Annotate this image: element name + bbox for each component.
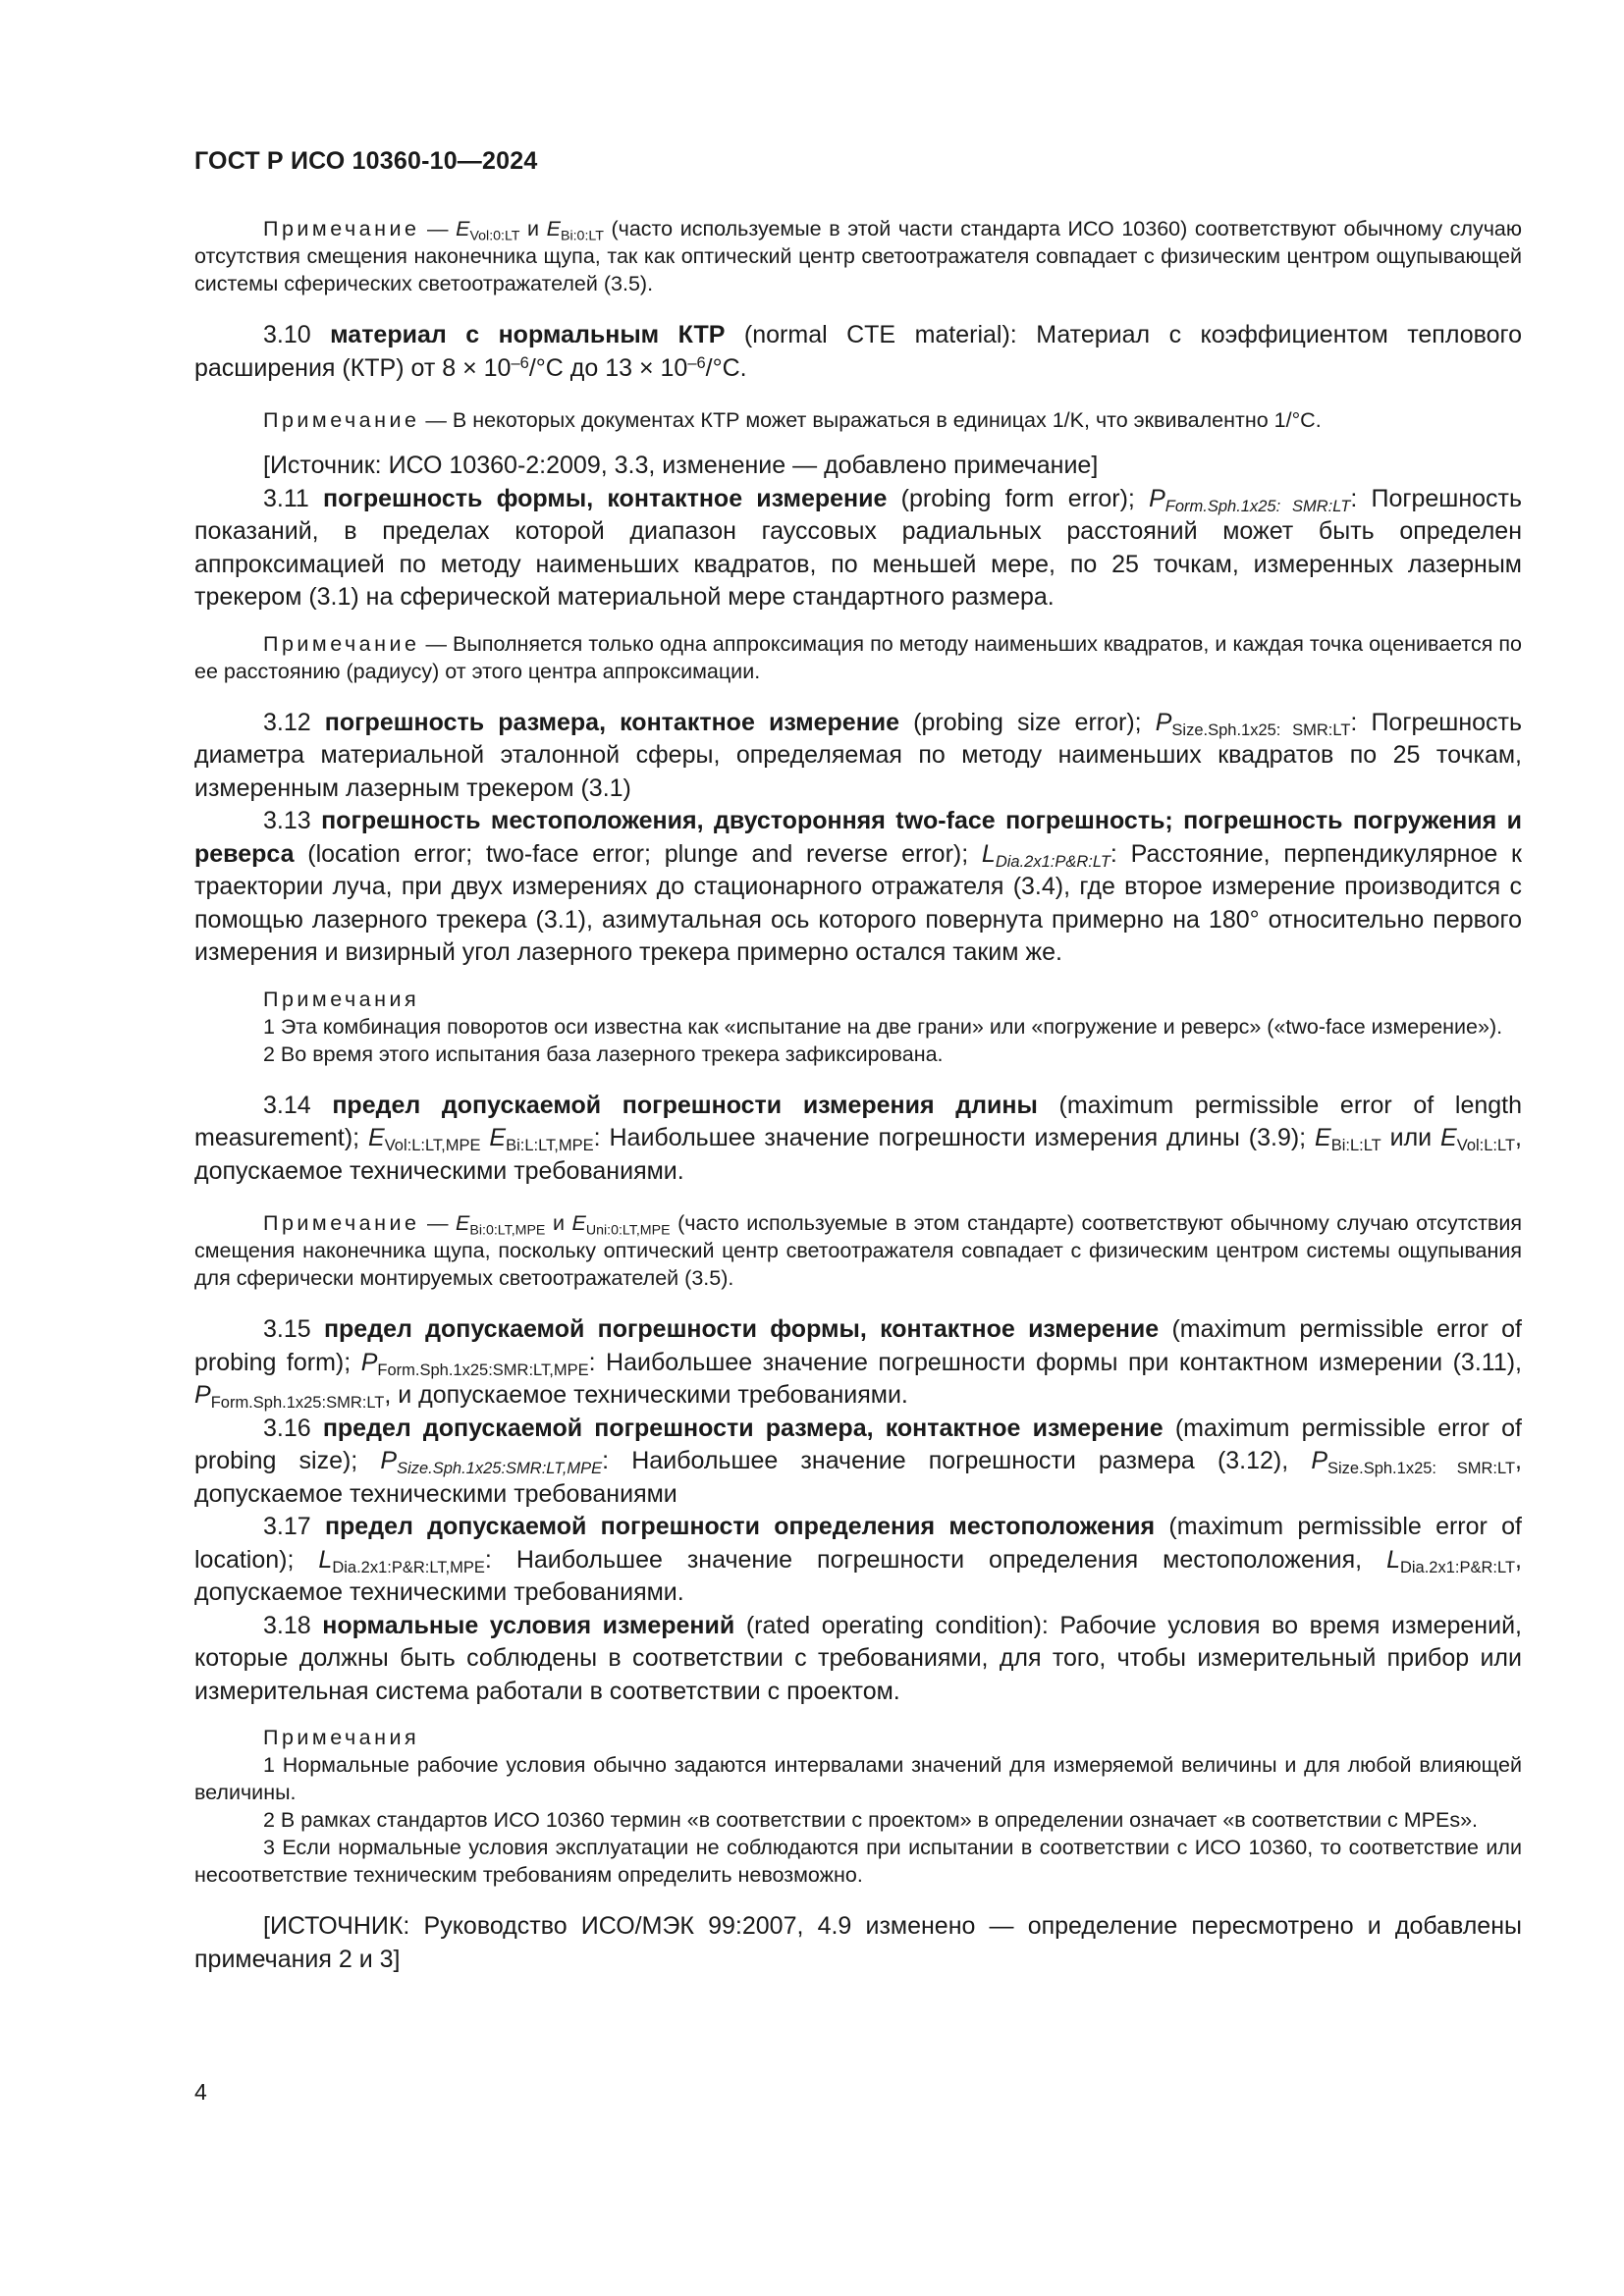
source-citation-2: [ИСТОЧНИК: Руководство ИСО/МЭК 99:2007, 4.9 изменено — определение пересмотрено и добавлены примечания 2 и 3] bbox=[194, 1912, 1522, 1973]
notes-heading-3-18: Примечания bbox=[263, 1726, 420, 1749]
source-citation-1: [Источник: ИСО 10360-2:2009, 3.3, изменение — добавлено примечание] bbox=[263, 452, 1099, 479]
term-3-11: 3.11 погрешность формы, контактное измерение (probing form error); $P_{Form.Sph.1x25: SMR:LT}$: Погрешность показаний, в пределах которой диапазон гауссовых радиальных расстояний может быть определен аппроксимацией по методу наименьших квадратов, по меньшей мере, по 25 точкам, измеренных лазерным трекером (3.1) на сферической материальной мере стандартного размера. bbox=[194, 484, 1523, 611]
document-page bbox=[194, 147, 1522, 1976]
page-number: 4 bbox=[194, 2079, 207, 2105]
document-header: ГОСТ Р ИСО 10360-10—2024 bbox=[194, 147, 538, 175]
term-3-14: 3.14 предел допускаемой погрешности измерения длины (maximum permissible error of length measurement); $E_{Vol:L:LT,MPE}$ $E_{Bi:L:LT,MPE}$: Наибольшее значение погрешности измерения длины (3.9); $E_{Bi:L:LT}$ или $E_{Vol:L:LT}$, допускаемое техническими требованиями. bbox=[194, 1091, 1523, 1185]
note-least-squares: Примечание — Выполняется только одна аппроксимация по методу наименьших квадратов, и каждая точка оценивается по ее расстоянию (радиусу) от этого центра аппроксимации. bbox=[194, 631, 1522, 683]
notes-heading-3-13: Примечания bbox=[263, 987, 420, 1011]
note-3-13-item-1: 1 Эта комбинация поворотов оси известна как «испытание на две грани» или «погружение и реверс» («two-face измерение»). bbox=[263, 1014, 1503, 1039]
note-ebi-euni: Примечание — $E_{Bi:0:LT,MPE}$ и $E_{Uni:0:LT,MPE}$ (часто используемые в этом стандарте) соответствуют обычному случаю отсутствия смещения наконечника щупа, поскольку оптический центр светоотражателя совпадает с физическим центром системы ощупывания для сферически монтируемых светоотражателей (3.5). bbox=[194, 1211, 1522, 1290]
note-3-18-item-1: 1 Нормальные рабочие условия обычно задаются интервалами значений для измеряемой величины и для любой влияющей величины. bbox=[194, 1753, 1522, 1804]
note-cte-units: Примечание — В некоторых документах КТР может выражаться в единицах 1/K, что эквивалентно 1/°C. bbox=[263, 408, 1322, 432]
note-3-18-item-3: 3 Если нормальные условия эксплуатации не соблюдаются при испытании в соответствии с ИСО 10360, то соответствие или несоответствие техническим требованиям определить невозможно. bbox=[194, 1836, 1522, 1887]
term-3-10: 3.10 материал с нормальным КТР (normal CTE material): Материал с коэффициентом теплового расширения (КТР) от $8 \times 10^{-6}/^\circ C$ до $13 \times 10^{-6}/^\circ C$. bbox=[194, 321, 1522, 382]
note-evol-ebi: Примечание — $E_{Vol:0:LT}$ и $E_{Bi:0:LT}$ (часто используемые в этой части стандарта ИСО 10360) соответствуют обычному случаю отсутствия смещения наконечника щупа, так как оптический центр светоотражателя совпадает с физическим центром ощупывающей системы сферических светоотражателей (3.5). bbox=[194, 217, 1522, 295]
term-3-13: 3.13 погрешность местоположения, двусторонняя two-face погрешность; погрешность погружения и реверса (location error; two-face error; plunge and reverse error); $L_{Dia.2x1:P\&R:LT}$: Расстояние, перпендикулярное к траектории луча, при двух измерениях до стационарного отражателя (3.4), где второе измерение производится с помощью лазерного трекера (3.1), азимутальная ось которого повернута примерно на 180° относительно первого измерения и визирный угол лазерного трекера примерно остался таким же. bbox=[194, 807, 1523, 966]
term-3-16: 3.16 предел допускаемой погрешности размера, контактное измерение (maximum permissible error of probing size); $P_{Size.Sph.1x25:SMR:LT,MPE}$: Наибольшее значение погрешности размера (3.12), $P_{Size.Sph.1x25: SMR:LT}$, допускаемое техническими требованиями bbox=[194, 1414, 1522, 1508]
note-3-13-item-2: 2 Во время этого испытания база лазерного трекера зафиксирована. bbox=[263, 1041, 944, 1066]
term-3-12: 3.12 погрешность размера, контактное измерение (probing size error); $P_{Size.Sph.1x25: SMR:LT}$: Погрешность диаметра материальной эталонной сферы, определяемая по методу наименьших квадратов по 25 точкам, измеренным лазерным трекером (3.1) bbox=[194, 708, 1523, 802]
note-3-18-item-2: 2 В рамках стандартов ИСО 10360 термин «в соответствии с проектом» в определении означает «в соответствии с MPEs». bbox=[263, 1808, 1479, 1832]
term-3-17: 3.17 предел допускаемой погрешности определения местоположения (maximum permissible error of location); $L_{Dia.2x1:P\&R:LT,MPE}$: Наибольшее значение погрешности определения местоположения, $L_{Dia.2x1:P\&R:LT}$, допускаемое техническими требованиями. bbox=[194, 1513, 1522, 1606]
term-3-15: 3.15 предел допускаемой погрешности формы, контактное измерение (maximum permissible error of probing form); $P_{Form.Sph.1x25:SMR:LT,MPE}$: Наибольшее значение погрешности формы при контактном измерении (3.11), $P_{Form.Sph.1x25:SMR:LT}$, и допускаемое техническими требованиями. bbox=[194, 1315, 1523, 1412]
term-3-18: 3.18 нормальные условия измерений (rated operating condition): Рабочие условия во время измерений, которые должны быть соблюдены в соответствии с требованиями, для того, чтобы измерительный прибор или измерительная система работали в соответствии с проектом. bbox=[194, 1611, 1522, 1705]
